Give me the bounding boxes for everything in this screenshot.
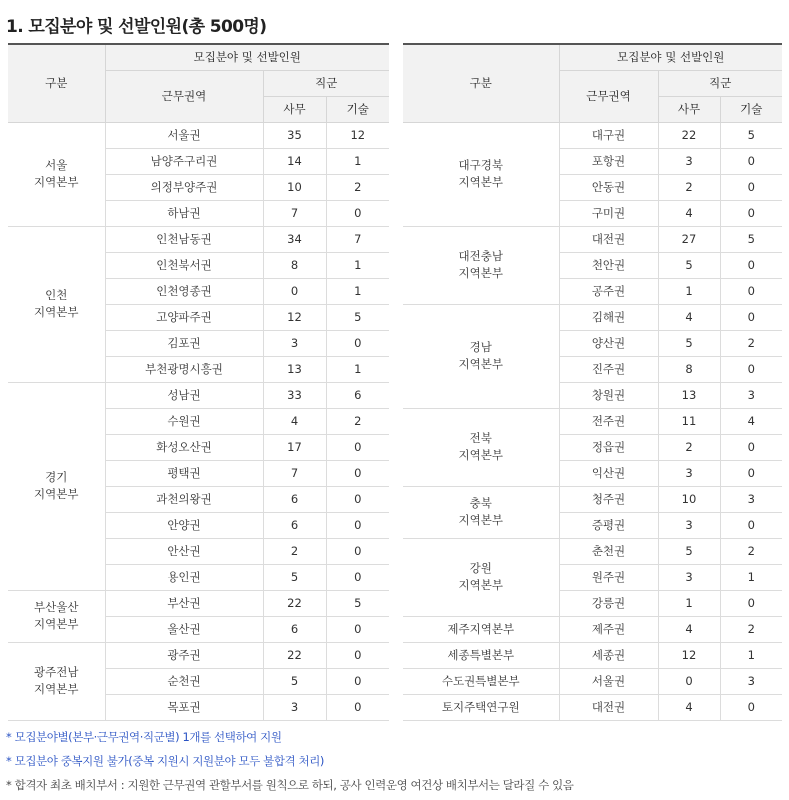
area-cell: 서울권 — [105, 122, 263, 148]
header-top: 모집분야 및 선발인원 — [105, 44, 389, 70]
area-cell: 의정부양주권 — [105, 174, 263, 200]
office-cell: 5 — [263, 668, 326, 694]
area-cell: 대전권 — [559, 694, 658, 720]
area-cell: 제주권 — [559, 616, 658, 642]
office-cell: 0 — [263, 278, 326, 304]
office-cell: 2 — [263, 538, 326, 564]
header-office: 사무 — [263, 96, 326, 122]
area-cell: 울산권 — [105, 616, 263, 642]
area-cell: 순천권 — [105, 668, 263, 694]
header-group: 구분 — [403, 44, 559, 122]
tech-cell: 1 — [720, 642, 782, 668]
table-row — [403, 408, 782, 434]
office-cell: 35 — [263, 122, 326, 148]
table-row — [403, 642, 782, 668]
tech-cell: 0 — [326, 616, 389, 642]
office-cell: 2 — [658, 434, 720, 460]
header-job: 직군 — [263, 70, 389, 96]
region-cell: 토지주택연구원 — [403, 694, 559, 720]
region-cell: 부산울산 지역본부 — [8, 590, 105, 642]
table-row — [403, 486, 782, 512]
area-cell: 하남권 — [105, 200, 263, 226]
tech-cell: 5 — [326, 304, 389, 330]
tech-cell: 6 — [326, 382, 389, 408]
office-cell: 13 — [263, 356, 326, 382]
area-cell: 공주권 — [559, 278, 658, 304]
region-cell: 세종특별본부 — [403, 642, 559, 668]
tech-cell: 0 — [326, 694, 389, 720]
region-cell: 경남 지역본부 — [403, 304, 559, 408]
area-cell: 구미권 — [559, 200, 658, 226]
area-cell: 양산권 — [559, 330, 658, 356]
note-no-duplicate: * 모집분야 중복지원 불가(중복 지원시 지원분야 모두 불합격 처리) — [6, 754, 324, 768]
office-cell: 1 — [658, 590, 720, 616]
tech-cell: 0 — [720, 148, 782, 174]
header-office: 사무 — [658, 96, 720, 122]
tech-cell: 3 — [720, 486, 782, 512]
area-cell: 인천남동권 — [105, 226, 263, 252]
office-cell: 22 — [658, 122, 720, 148]
office-cell: 3 — [263, 330, 326, 356]
region-cell: 전북 지역본부 — [403, 408, 559, 486]
table-row — [8, 590, 389, 616]
header-tech: 기술 — [720, 96, 782, 122]
header-group: 구분 — [8, 44, 105, 122]
office-cell: 3 — [658, 564, 720, 590]
note-placement: * 합격자 최초 배치부서 : 지원한 근무권역 관할부서를 원칙으로 하되, 공사 인력운영 여건상 배치부서는 달라질 수 있음 — [6, 778, 574, 792]
tech-cell: 1 — [720, 564, 782, 590]
tech-cell: 1 — [326, 356, 389, 382]
area-cell: 청주권 — [559, 486, 658, 512]
area-cell: 목포권 — [105, 694, 263, 720]
area-cell: 김해권 — [559, 304, 658, 330]
header-tech: 기술 — [326, 96, 389, 122]
region-cell: 대전충남 지역본부 — [403, 226, 559, 304]
tech-cell: 2 — [720, 330, 782, 356]
page-title: 1. 모집분야 및 선발인원(총 500명) — [6, 17, 267, 37]
office-cell: 4 — [263, 408, 326, 434]
tech-cell: 1 — [326, 252, 389, 278]
tech-cell: 0 — [720, 356, 782, 382]
region-cell: 광주전남 지역본부 — [8, 642, 105, 720]
tech-cell: 0 — [326, 564, 389, 590]
tech-cell: 5 — [326, 590, 389, 616]
table-row — [403, 304, 782, 330]
office-cell: 6 — [263, 512, 326, 538]
region-cell: 경기 지역본부 — [8, 382, 105, 590]
tech-cell: 0 — [720, 512, 782, 538]
area-cell: 성남권 — [105, 382, 263, 408]
area-cell: 안동권 — [559, 174, 658, 200]
office-cell: 5 — [658, 538, 720, 564]
office-cell: 7 — [263, 200, 326, 226]
area-cell: 인천북서권 — [105, 252, 263, 278]
tech-cell: 0 — [326, 200, 389, 226]
area-cell: 광주권 — [105, 642, 263, 668]
office-cell: 7 — [263, 460, 326, 486]
office-cell: 3 — [263, 694, 326, 720]
tech-cell: 0 — [326, 538, 389, 564]
office-cell: 10 — [263, 174, 326, 200]
tech-cell: 4 — [720, 408, 782, 434]
area-cell: 부산권 — [105, 590, 263, 616]
table-row — [8, 642, 389, 668]
office-cell: 27 — [658, 226, 720, 252]
tech-cell: 0 — [326, 512, 389, 538]
table-row — [403, 694, 782, 720]
region-cell: 대구경북 지역본부 — [403, 122, 559, 226]
region-cell: 강원 지역본부 — [403, 538, 559, 616]
notes — [6, 725, 574, 797]
left-recruitment-table — [8, 43, 389, 721]
area-cell: 익산권 — [559, 460, 658, 486]
tech-cell: 0 — [720, 590, 782, 616]
office-cell: 8 — [263, 252, 326, 278]
region-cell: 제주지역본부 — [403, 616, 559, 642]
tech-cell: 2 — [326, 174, 389, 200]
office-cell: 2 — [658, 174, 720, 200]
tech-cell: 7 — [326, 226, 389, 252]
office-cell: 22 — [263, 590, 326, 616]
office-cell: 6 — [263, 486, 326, 512]
region-cell: 충북 지역본부 — [403, 486, 559, 538]
area-cell: 대전권 — [559, 226, 658, 252]
right-table-body — [403, 122, 782, 720]
office-cell: 4 — [658, 694, 720, 720]
area-cell: 창원권 — [559, 382, 658, 408]
area-cell: 춘천권 — [559, 538, 658, 564]
table-row — [403, 538, 782, 564]
region-cell: 인천 지역본부 — [8, 226, 105, 382]
area-cell: 김포권 — [105, 330, 263, 356]
table-row — [403, 226, 782, 252]
header-area: 근무권역 — [559, 70, 658, 122]
note-one-choice: * 모집분야별(본부·근무권역·직군별) 1개를 선택하여 지원 — [6, 730, 282, 744]
area-cell: 남양주구리권 — [105, 148, 263, 174]
office-cell: 12 — [658, 642, 720, 668]
office-cell: 10 — [658, 486, 720, 512]
area-cell: 고양파주권 — [105, 304, 263, 330]
office-cell: 14 — [263, 148, 326, 174]
office-cell: 12 — [263, 304, 326, 330]
office-cell: 0 — [658, 668, 720, 694]
table-row — [403, 668, 782, 694]
office-cell: 3 — [658, 460, 720, 486]
office-cell: 5 — [658, 252, 720, 278]
area-cell: 진주권 — [559, 356, 658, 382]
table-row — [403, 616, 782, 642]
tech-cell: 1 — [326, 278, 389, 304]
office-cell: 13 — [658, 382, 720, 408]
tech-cell: 3 — [720, 382, 782, 408]
tech-cell: 2 — [326, 408, 389, 434]
tech-cell: 0 — [720, 460, 782, 486]
header-area: 근무권역 — [105, 70, 263, 122]
tech-cell: 0 — [720, 694, 782, 720]
office-cell: 3 — [658, 512, 720, 538]
tech-cell: 12 — [326, 122, 389, 148]
office-cell: 5 — [658, 330, 720, 356]
header-job: 직군 — [658, 70, 782, 96]
office-cell: 17 — [263, 434, 326, 460]
tech-cell: 0 — [720, 278, 782, 304]
area-cell: 과천의왕권 — [105, 486, 263, 512]
area-cell: 세종권 — [559, 642, 658, 668]
area-cell: 대구권 — [559, 122, 658, 148]
area-cell: 안양권 — [105, 512, 263, 538]
office-cell: 11 — [658, 408, 720, 434]
region-cell: 서울 지역본부 — [8, 122, 105, 226]
tech-cell: 2 — [720, 538, 782, 564]
header-top: 모집분야 및 선발인원 — [559, 44, 782, 70]
tech-cell: 0 — [720, 200, 782, 226]
office-cell: 34 — [263, 226, 326, 252]
area-cell: 원주권 — [559, 564, 658, 590]
area-cell: 평택권 — [105, 460, 263, 486]
right-recruitment-table — [403, 43, 782, 721]
office-cell: 5 — [263, 564, 326, 590]
office-cell: 1 — [658, 278, 720, 304]
tech-cell: 0 — [326, 668, 389, 694]
office-cell: 8 — [658, 356, 720, 382]
area-cell: 강릉권 — [559, 590, 658, 616]
region-cell: 수도권특별본부 — [403, 668, 559, 694]
area-cell: 수원권 — [105, 408, 263, 434]
office-cell: 22 — [263, 642, 326, 668]
area-cell: 증평권 — [559, 512, 658, 538]
tech-cell: 5 — [720, 226, 782, 252]
table-row — [8, 226, 389, 252]
tech-cell: 0 — [720, 304, 782, 330]
tech-cell: 2 — [720, 616, 782, 642]
tech-cell: 0 — [326, 460, 389, 486]
left-table-body — [8, 122, 389, 720]
office-cell: 4 — [658, 616, 720, 642]
office-cell: 6 — [263, 616, 326, 642]
area-cell: 안산권 — [105, 538, 263, 564]
area-cell: 포항권 — [559, 148, 658, 174]
tech-cell: 0 — [326, 330, 389, 356]
area-cell: 용인권 — [105, 564, 263, 590]
area-cell: 인천영종권 — [105, 278, 263, 304]
area-cell: 서울권 — [559, 668, 658, 694]
tech-cell: 0 — [326, 434, 389, 460]
tech-cell: 5 — [720, 122, 782, 148]
office-cell: 3 — [658, 148, 720, 174]
area-cell: 정읍권 — [559, 434, 658, 460]
area-cell: 전주권 — [559, 408, 658, 434]
tech-cell: 0 — [720, 252, 782, 278]
area-cell: 부천광명시흥권 — [105, 356, 263, 382]
table-row — [8, 382, 389, 408]
tech-cell: 0 — [326, 486, 389, 512]
office-cell: 33 — [263, 382, 326, 408]
office-cell: 4 — [658, 200, 720, 226]
table-row — [403, 122, 782, 148]
table-row — [8, 122, 389, 148]
tech-cell: 1 — [326, 148, 389, 174]
tech-cell: 0 — [326, 642, 389, 668]
tech-cell: 0 — [720, 434, 782, 460]
tech-cell: 0 — [720, 174, 782, 200]
area-cell: 화성오산권 — [105, 434, 263, 460]
tech-cell: 3 — [720, 668, 782, 694]
area-cell: 천안권 — [559, 252, 658, 278]
office-cell: 4 — [658, 304, 720, 330]
